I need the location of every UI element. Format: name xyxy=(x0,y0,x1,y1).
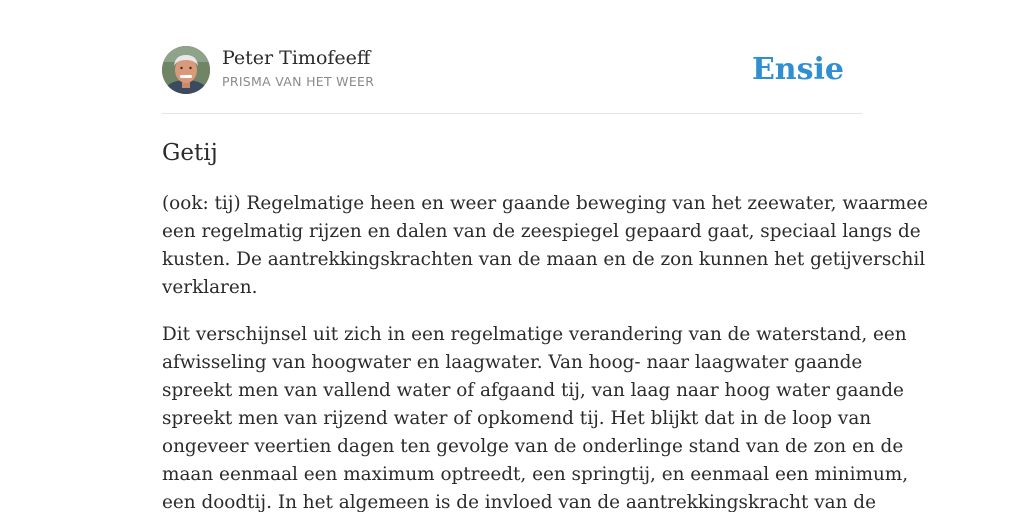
text-line: een doodtij. In het algemeen is de invloed van de aantrekkingskracht van de xyxy=(162,492,876,512)
header-divider xyxy=(162,113,862,114)
author-source[interactable]: PRISMA VAN HET WEER xyxy=(222,74,375,89)
paragraph-1 xyxy=(162,190,928,302)
article-body xyxy=(162,190,928,512)
text-line: spreekt men van vallend water of afgaand tij, van laag naar hoog water gaande xyxy=(162,380,904,401)
article-header xyxy=(162,46,862,96)
author-portrait-icon xyxy=(162,46,210,94)
text-line: afwisseling van hoogwater en laagwater. Van hoog- naar laagwater gaande xyxy=(162,352,863,373)
text-line: verklaren. xyxy=(162,277,258,298)
text-line: kusten. De aantrekkingskrachten van de maan en de zon kunnen het getijverschil xyxy=(162,249,926,270)
text-line: (ook: tij) Regelmatige heen en weer gaande beweging van het zeewater, waarmee xyxy=(162,193,928,214)
text-line: spreekt men van rijzend water of opkomend tij. Het blijkt dat in de loop van xyxy=(162,408,872,429)
text-line: ongeveer veertien dagen ten gevolge van de onderlinge stand van de zon en de xyxy=(162,436,904,457)
author-name[interactable]: Peter Timofeeff xyxy=(222,47,371,69)
author-avatar[interactable] xyxy=(162,46,210,94)
text-line: Dit verschijnsel uit zich in een regelmatige verandering van de waterstand, een xyxy=(162,324,907,345)
paragraph-2 xyxy=(162,321,909,512)
article-title: Getij xyxy=(162,140,218,166)
text-line: maan eenmaal een maximum optreedt, een springtij, en eenmaal een minimum, xyxy=(162,464,909,485)
text-line: een regelmatig rijzen en dalen van de zeespiegel gepaard gaat, speciaal langs de xyxy=(162,221,921,242)
brand-logo[interactable]: Ensie xyxy=(751,52,844,87)
